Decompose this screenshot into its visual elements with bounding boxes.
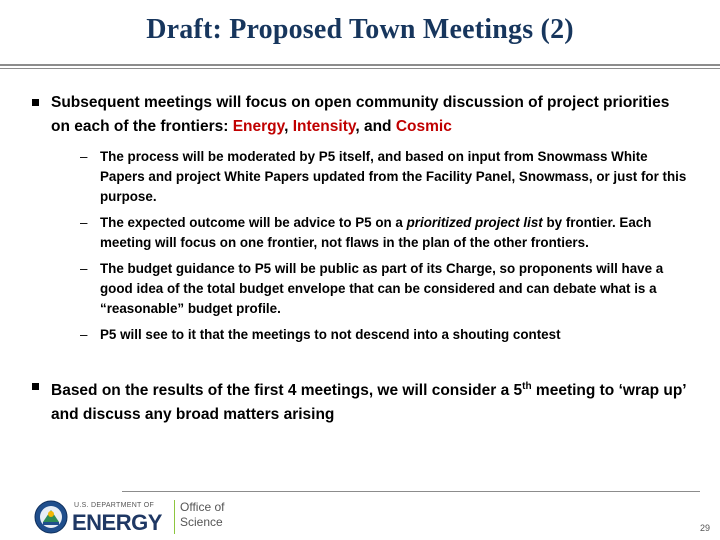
sub-bullet-outcome-pre: The expected outcome will be advice to P5 on a — [100, 215, 407, 230]
page-number: 29 — [699, 523, 710, 533]
frontier-intensity: Intensity — [292, 118, 356, 135]
bullet-frontiers — [30, 91, 690, 139]
slide-content — [30, 91, 690, 427]
dash-icon: – — [80, 215, 88, 230]
footer-divider — [122, 491, 700, 492]
sub-bullet-list — [80, 147, 690, 345]
sub-bullet-outcome — [80, 213, 690, 253]
doe-office-of-science-logo — [34, 498, 234, 538]
title-divider — [0, 64, 720, 66]
square-bullet-icon — [32, 99, 39, 106]
office-line-1: Office of — [180, 500, 225, 514]
page-title: Draft: Proposed Town Meetings (2) — [146, 14, 574, 45]
doe-seal-icon — [34, 500, 68, 534]
frontier-cosmic: Cosmic — [395, 118, 452, 135]
bullet-wrap-up — [30, 375, 690, 427]
doe-label: U.S. DEPARTMENT OF — [74, 502, 155, 509]
sub-bullet-process — [80, 147, 690, 207]
frontier-energy: Energy — [232, 118, 285, 135]
bullet-wrap-up-sup: th — [522, 381, 532, 392]
sub-bullet-outcome-emphasis: prioritized project list — [406, 215, 543, 230]
dash-icon: – — [80, 327, 88, 342]
energy-wordmark: ENERGY — [72, 510, 162, 535]
office-of-science-label — [180, 500, 224, 530]
dash-icon: – — [80, 149, 88, 164]
square-bullet-icon — [32, 383, 39, 390]
sub-bullet-budget-text: The budget guidance to P5 will be public as part of its Charge, so proponents will have a good idea of the total budget envelope that can be considered and can debate what is a “reasonable” budget profile. — [100, 261, 664, 316]
sub-bullet-shouting-text: P5 will see to it that the meetings to not descend into a shouting contest — [100, 327, 561, 342]
logo-separator — [174, 500, 175, 534]
frontier-sep-1: , — [284, 118, 293, 135]
frontier-sep-2: , and — [355, 118, 396, 135]
sub-bullet-outcome-post: by frontier. Each meeting will focus on one frontier, not flaws in the plan of the other frontiers. — [100, 215, 652, 250]
sub-bullet-process-text: The process will be moderated by P5 itself, and based on input from Snowmass White Papers and project White Papers updated from the Facility Panel, Snowmass, or just for this purpose. — [100, 149, 687, 204]
sub-bullet-budget — [80, 259, 690, 319]
office-line-2: Science — [180, 515, 223, 529]
bullet-wrap-up-post: meeting to ‘wrap up’ and discuss any broad matters arising — [51, 382, 686, 424]
bullet-frontiers-text: Subsequent meetings will focus on open community discussion of project priorities on each of the frontiers: — [51, 94, 670, 135]
bullet-wrap-up-pre: Based on the results of the first 4 meetings, we will consider a 5 — [51, 382, 523, 400]
title-divider-thin — [0, 68, 720, 69]
dash-icon: – — [80, 261, 88, 276]
sub-bullet-shouting — [80, 325, 690, 345]
